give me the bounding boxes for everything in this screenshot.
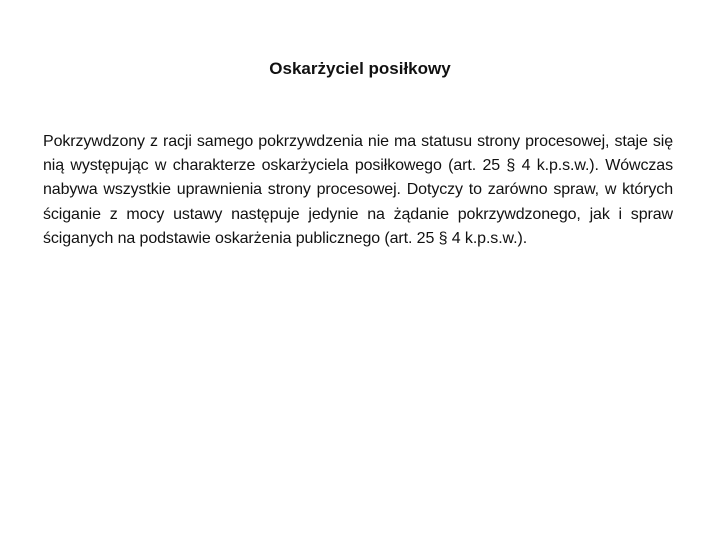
- slide-body-paragraph: Pokrzywdzony z racji samego pokrzywdzenia nie ma statusu strony procesowej, staje się nią występując w charakterze oskarżyciela posiłkowego (art. 25 § 4 k.p.s.w.). Wówczas nabywa wszystkie uprawnienia strony procesowej. Dotyczy to zarówno spraw, w których ściganie z mocy ustawy następuje jedynie na żądanie pokrzywdzonego, jak i spraw ściganych na podstawie oskarżenia publicznego (art. 25 § 4 k.p.s.w.).: [43, 133, 673, 247]
- slide-title: Oskarżyciel posiłkowy: [269, 59, 451, 78]
